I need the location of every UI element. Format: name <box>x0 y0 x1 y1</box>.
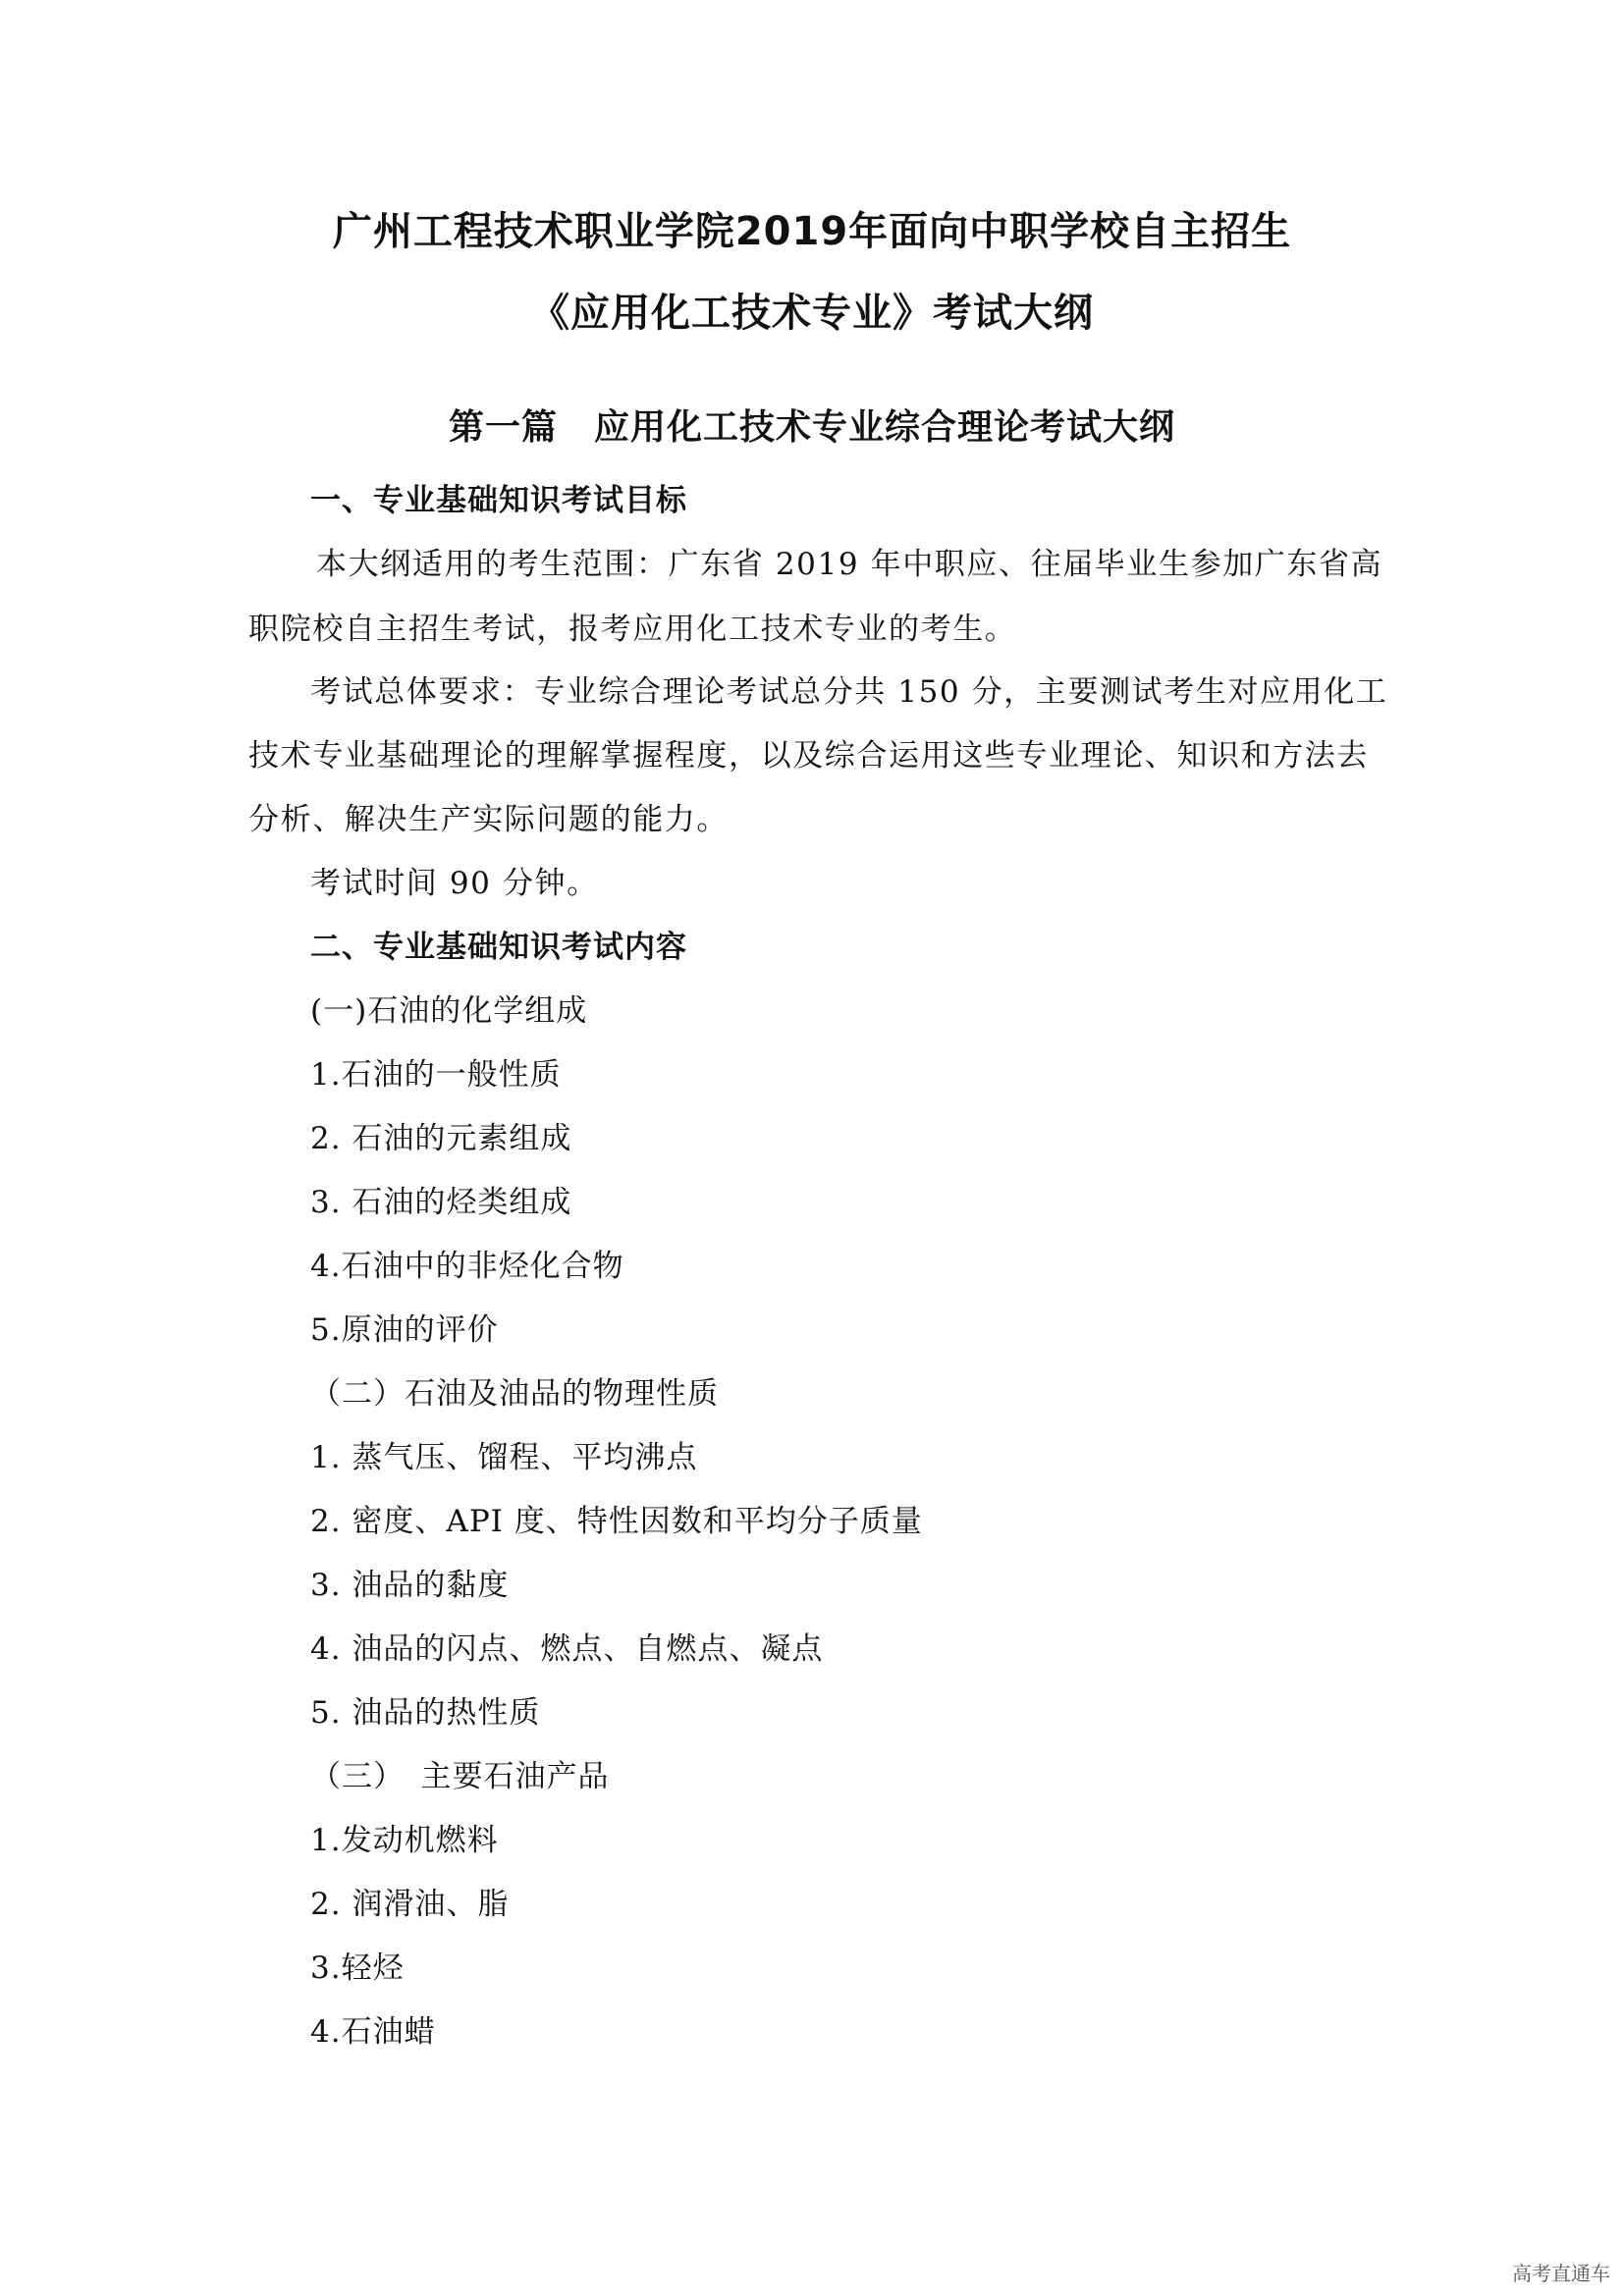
list-item: 4.石油中的非烃化合物 <box>310 1249 624 1284</box>
scope-paragraph-line-2: 职院校自主招生考试，报考应用化工技术专业的考生。 <box>248 612 1017 647</box>
list-item: 4. 油品的闪点、燃点、自燃点、凝点 <box>310 1631 824 1667</box>
list-item: 5. 油品的热性质 <box>310 1695 541 1731</box>
watermark-label: 高考直通车 <box>1512 2262 1610 2285</box>
group-2-title: （二）石油及油品的物理性质 <box>310 1376 719 1412</box>
list-item: 2. 密度、API 度、特性因数和平均分子质量 <box>310 1504 923 1539</box>
part-heading: 第一篇 应用化工技术专业综合理论考试大纲 <box>448 407 1175 448</box>
group-3-title: （三） 主要石油产品 <box>310 1759 610 1794</box>
section-2-heading: 二、专业基础知识考试内容 <box>310 930 687 965</box>
requirements-paragraph-line-3: 分析、解决生产实际问题的能力。 <box>248 802 729 837</box>
list-item: 2. 润滑油、脂 <box>310 1887 510 1922</box>
exam-duration-text: 考试时间 90 分钟。 <box>310 866 599 901</box>
list-item: 1.发动机燃料 <box>310 1823 499 1858</box>
group-1-title: (一)石油的化学组成 <box>310 993 588 1029</box>
requirements-paragraph-line-2: 技术专业基础理论的理解掌握程度，以及综合运用这些专业理论、知识和方法去 <box>248 738 1369 774</box>
section-1-heading: 一、专业基础知识考试目标 <box>310 483 687 518</box>
document-title-line-1: 广州工程技术职业学院2019年面向中职学校自主招生 <box>332 209 1292 254</box>
scope-paragraph-line-1: 本大纲适用的考生范围：广东省 2019 年中职应、往届毕业生参加广东省高 <box>316 547 1383 582</box>
list-item: 1.石油的一般性质 <box>310 1057 562 1093</box>
document-title-line-2: 《应用化工技术专业》考试大纲 <box>530 291 1094 336</box>
list-item: 4.石油蜡 <box>310 2014 436 2050</box>
list-item: 5.原油的评价 <box>310 1312 499 1348</box>
requirements-paragraph-line-1: 考试总体要求：专业综合理论考试总分共 150 分，主要测试考生对应用化工 <box>310 674 1388 710</box>
list-item: 3.轻烃 <box>310 1950 405 1986</box>
list-item: 2. 石油的元素组成 <box>310 1121 572 1156</box>
list-item: 3. 石油的烃类组成 <box>310 1185 572 1220</box>
list-item: 3. 油品的黏度 <box>310 1568 510 1603</box>
list-item: 1. 蒸气压、馏程、平均沸点 <box>310 1440 698 1475</box>
